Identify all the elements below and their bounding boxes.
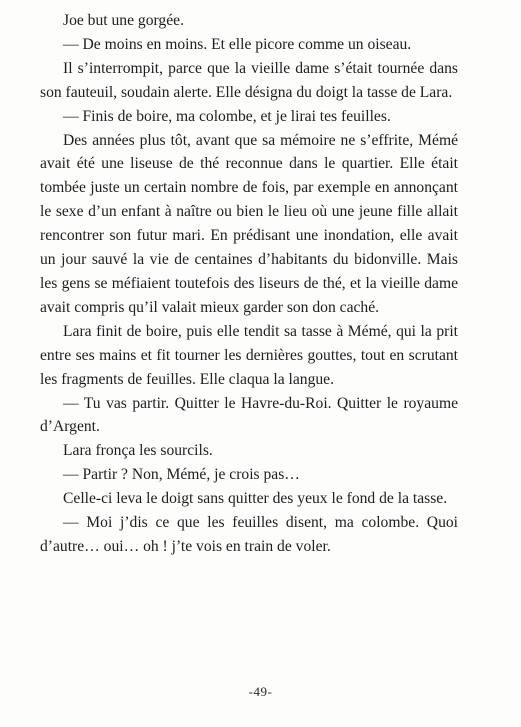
paragraph: Lara finit de boire, puis elle tendit sa tasse à Mémé, qui la prit entre ses mains et fit tourner les dernières gouttes, tout en scrutant les fragments de feuilles. Elle claqua la langue. bbox=[40, 322, 458, 388]
paragraph: — Moi j’dis ce que les feuilles disent, ma colombe. Quoi d’autre… oui… oh ! j’te vois en train de voler. bbox=[40, 514, 458, 555]
paragraph: Il s’interrompit, parce que la vieille dame s’était tournée dans son fauteuil, soudain alerte. Elle désigna du doigt la tasse de Lara. bbox=[40, 59, 458, 101]
paragraph: — De moins en moins. Et elle picore comme un oiseau. bbox=[63, 35, 412, 53]
paragraph: — Finis de boire, ma colombe, et je lirai tes feuilles. bbox=[63, 107, 391, 125]
paragraph: — Partir ? Non, Mémé, je crois pas… bbox=[63, 466, 300, 484]
paragraph: Des années plus tôt, avant que sa mémoire ne s’effrite, Mémé avait été une liseuse de thé reconnue dans le quartier. Elle était tombée juste un certain nombre de fois, par exemple en annonçant le sexe d’un enfant à naître ou bien le lieu où une jeune fille allait rencontrer son futur mari. En prédisant une inondation, elle avait un jour sauvé la vie de centaines d’habitants du bidonville. Mais les gens se méfiaient toutefois des liseurs de thé, et la vieille dame avait compris qu’il valait mieux garder son don caché. bbox=[40, 131, 458, 316]
paragraph: Joe but une gorgée. bbox=[63, 12, 184, 29]
page-number: -49- bbox=[248, 684, 273, 699]
paragraph: — Tu vas partir. Quitter le Havre-du-Roi. Quitter le royaume d’Argent. bbox=[40, 394, 458, 436]
body-text bbox=[40, 9, 458, 559]
paragraph: Celle-ci leva le doigt sans quitter des yeux le fond de la tasse. bbox=[63, 490, 448, 508]
paragraph: Lara fronça les sourcils. bbox=[63, 442, 213, 460]
